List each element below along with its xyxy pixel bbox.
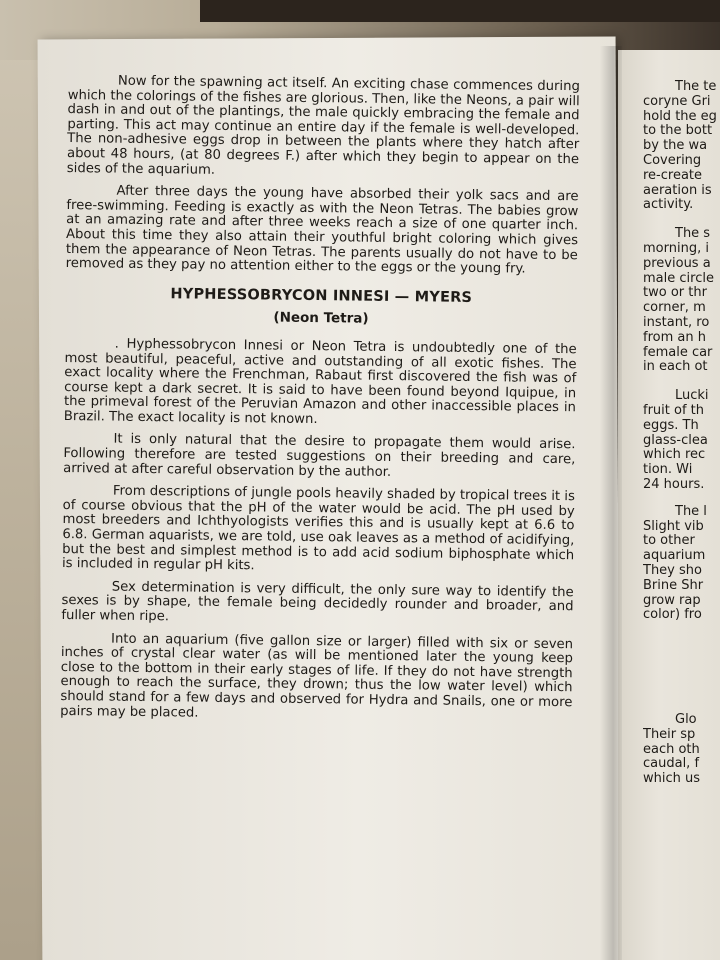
paragraph-propagate: It is only natural that the desire to propagate them would arise. Following therefore are tested suggestions on their breeding and care, arrived at after careful observation by the author. [63,432,576,480]
right-block-4 [643,713,720,787]
right-line: coryne Gri [643,93,711,109]
right-line: by the wa [643,138,708,154]
right-line: two or thr [643,285,707,301]
right-line: which us [643,771,701,787]
right-line: morning, i [643,240,709,256]
right-block-3 [643,505,720,623]
right-line: Covering [643,152,702,168]
paragraph-spawning: Now for the spawning act itself. An exciting chase commences during which the colorings of the fishes are glorious. Then, like the Neons, a pair will dash in and out of the plantings, the male quickly embracing the female and parting. This act may continue an entire day if the female is well-developed. The non-adhesive eggs drop in between the plants where they hatch after about 48 hours, (at 80 degrees F.) after which they begin to appear on the sides of the aquarium. [66,73,580,178]
right-page-text [643,80,720,797]
right-block-2 [643,389,720,493]
right-line: tion. Wi [643,462,693,478]
right-line: Slight vib [643,518,704,534]
right-line: Brine Shr [643,577,704,593]
right-line: glass-clea [643,432,708,448]
paragraph-intro: . Hyphessobrycon Innesi or Neon Tetra is undoubtedly one of the most beautiful, peaceful, active and outstanding of all exotic fishes. The exact locality where the Frenchman, Rabaut first discovered the fish was of course kept a dark secret. It is said to have been found beyond Iquipue, in the primeval forest of the Peruvian Amazon and other inaccessible places in Brazil. The exact locality is not known. [63,336,577,427]
right-line: 24 hours. [643,476,705,492]
right-line: color) fro [643,607,702,623]
right-line: hold the eg [643,108,717,124]
paragraph-aquarium: Into an aquarium (five gallon size or larger) filled with six or seven inches of crystal clear water (as will be mentioned later the young keep close to the bottom in their early stages of life. If they do not have strength enough to reach the surface, they drown; thus the low water level) which should stand for a few days and observed for Hydra and Snails, one or more pairs may be placed. [60,631,574,721]
right-line: Lucki [675,388,709,404]
right-block-1 [643,227,720,375]
right-line: They sho [643,562,702,578]
right-line: Their sp [643,726,696,742]
right-line: male circle [643,270,714,286]
right-line: eggs. Th [643,417,699,433]
section-subheading: (Neon Tetra) [273,309,369,328]
right-line: re-create [643,167,703,183]
right-line: to other [643,533,695,549]
right-line: Glo [675,712,697,728]
left-page-text [60,74,580,733]
right-line: activity. [643,197,694,213]
right-line: previous a [643,255,711,271]
right-line: aquarium [643,548,706,564]
right-line: to the bott [643,123,713,139]
right-line: each oth [643,741,700,757]
paragraph-ph: From descriptions of jungle pools heavily shaded by tropical trees it is of course obvious that the pH of the water would be acid. The pH used by most breeders and Ichthyologists verifies this and is usually kept at 6.6 to 6.8. German aquarists, we are told, use oak leaves as a method of acidifying, but the best and simplest method is to add acid sodium biphosphate which is included in regular pH kits. [61,483,575,574]
paragraph-sex: Sex determination is very difficult, the only sure way to identify the sexes is by shape, the female being decidedly rounder and broader, and fuller when ripe. [61,579,574,625]
right-line: The te [675,80,717,94]
right-line: female car [643,344,713,360]
section-heading: HYPHESSOBRYCON INNESI — MYERS [170,285,473,306]
right-line: instant, ro [643,314,710,330]
paragraph-young: After three days the young have absorbed their yolk sacs and are free-swimming. Feeding is exactly as with the Neon Tetras. The babies grow at an amazing rate and after three weeks reach a size of one quarter inch. About this time they also attain their youthful bright coloring which gives them the appearance of Neon Tetras. The parents usually do not have to be removed as they pay no attention either to the eggs or the young fry. [65,183,579,277]
right-line: caudal, f [643,756,700,772]
right-line: which rec [643,447,706,463]
right-line: The s [675,226,711,242]
right-line: corner, m [643,300,706,316]
right-line: in each ot [643,359,708,375]
right-line: The l [675,503,707,519]
right-line: grow rap [643,592,701,608]
right-block-0 [643,80,720,213]
right-line: fruit of th [643,402,705,418]
right-line: aeration is [643,182,712,198]
book-cover-edge [200,0,720,22]
book-gutter [600,46,622,960]
right-line: from an h [643,329,706,345]
